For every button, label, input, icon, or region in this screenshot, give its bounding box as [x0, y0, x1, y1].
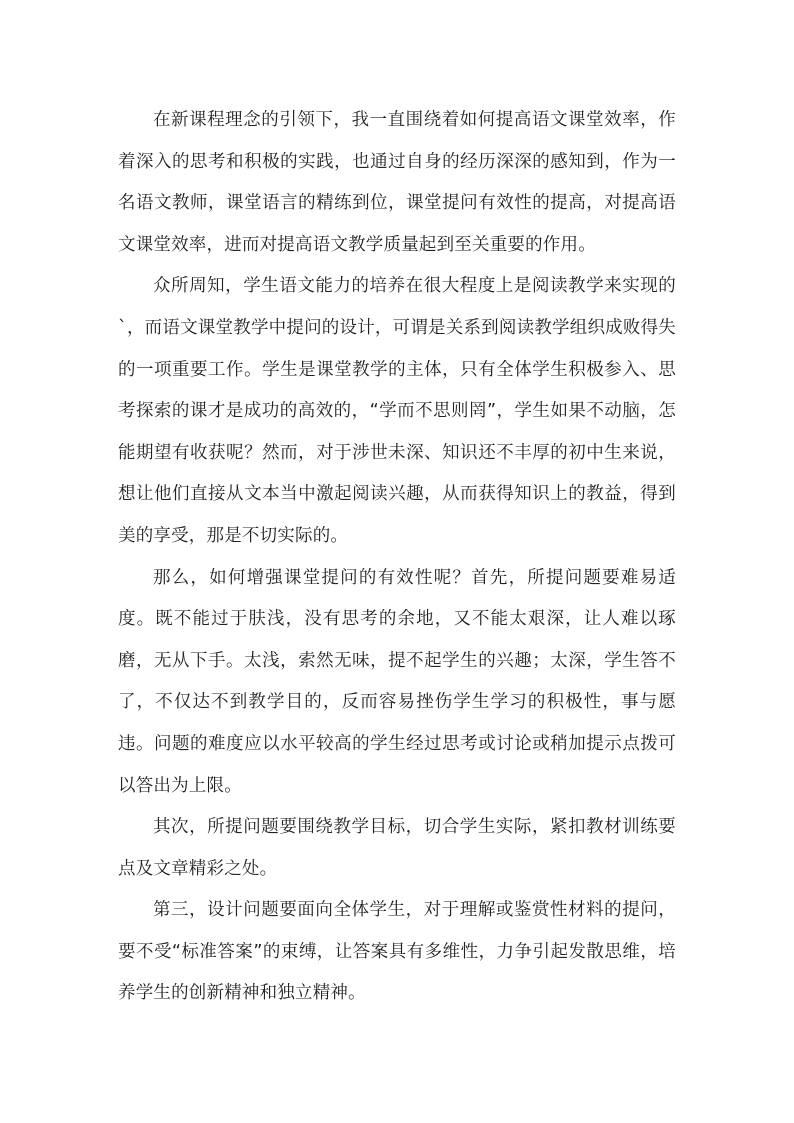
- document-body: [118, 100, 676, 1015]
- paragraph-2: 众所周知，学生语文能力的培养在很大程度上是阅读教学来实现的`，而语文课堂教学中提问的设计，可谓是关系到阅读教学组织成败得失的一项重要工作。学生是课堂教学的主体，只有全体学生积极参入、思考探索的课才是成功的高效的，“学而不思则罔”，学生如果不动脑，怎能期望有收获呢？然而，对于涉世未深、知识还不丰厚的初中生来说，想让他们直接从文本当中激起阅读兴趣，从而获得知识上的教益，得到美的享受，那是不切实际的。: [118, 276, 676, 546]
- paragraph-4: 其次，所提问题要围绕教学目标，切合学生实际，紧扣教材训练要点及文章精彩之处。: [118, 817, 676, 879]
- paragraph-3: 那么，如何增强课堂提问的有效性呢？首先，所提问题要难易适度。既不能过于肤浅，没有思考的余地，又不能太艰深，让人难以琢磨，无从下手。太浅，索然无味，提不起学生的兴趣；太深，学生答不了，不仅达不到教学目的，反而容易挫伤学生学习的积极性，事与愿违。问题的难度应以水平较高的学生经过思考或讨论或稍加提示点拨可以答出为上限。: [118, 567, 676, 796]
- paragraph-1: 在新课程理念的引领下，我一直围绕着如何提高语文课堂效率，作着深入的思考和积极的实践，也通过自身的经历深深的感知到，作为一名语文教师，课堂语言的精练到位，课堂提问有效性的提高，对提高语文课堂效率，进而对提高语文教学质量起到至关重要的作用。: [118, 110, 676, 255]
- paragraph-5: 第三，设计问题要面向全体学生，对于理解或鉴赏性材料的提问，要不受“标准答案”的束缚，让答案具有多维性，力争引起发散思维，培养学生的创新精神和独立精神。: [118, 900, 676, 1004]
